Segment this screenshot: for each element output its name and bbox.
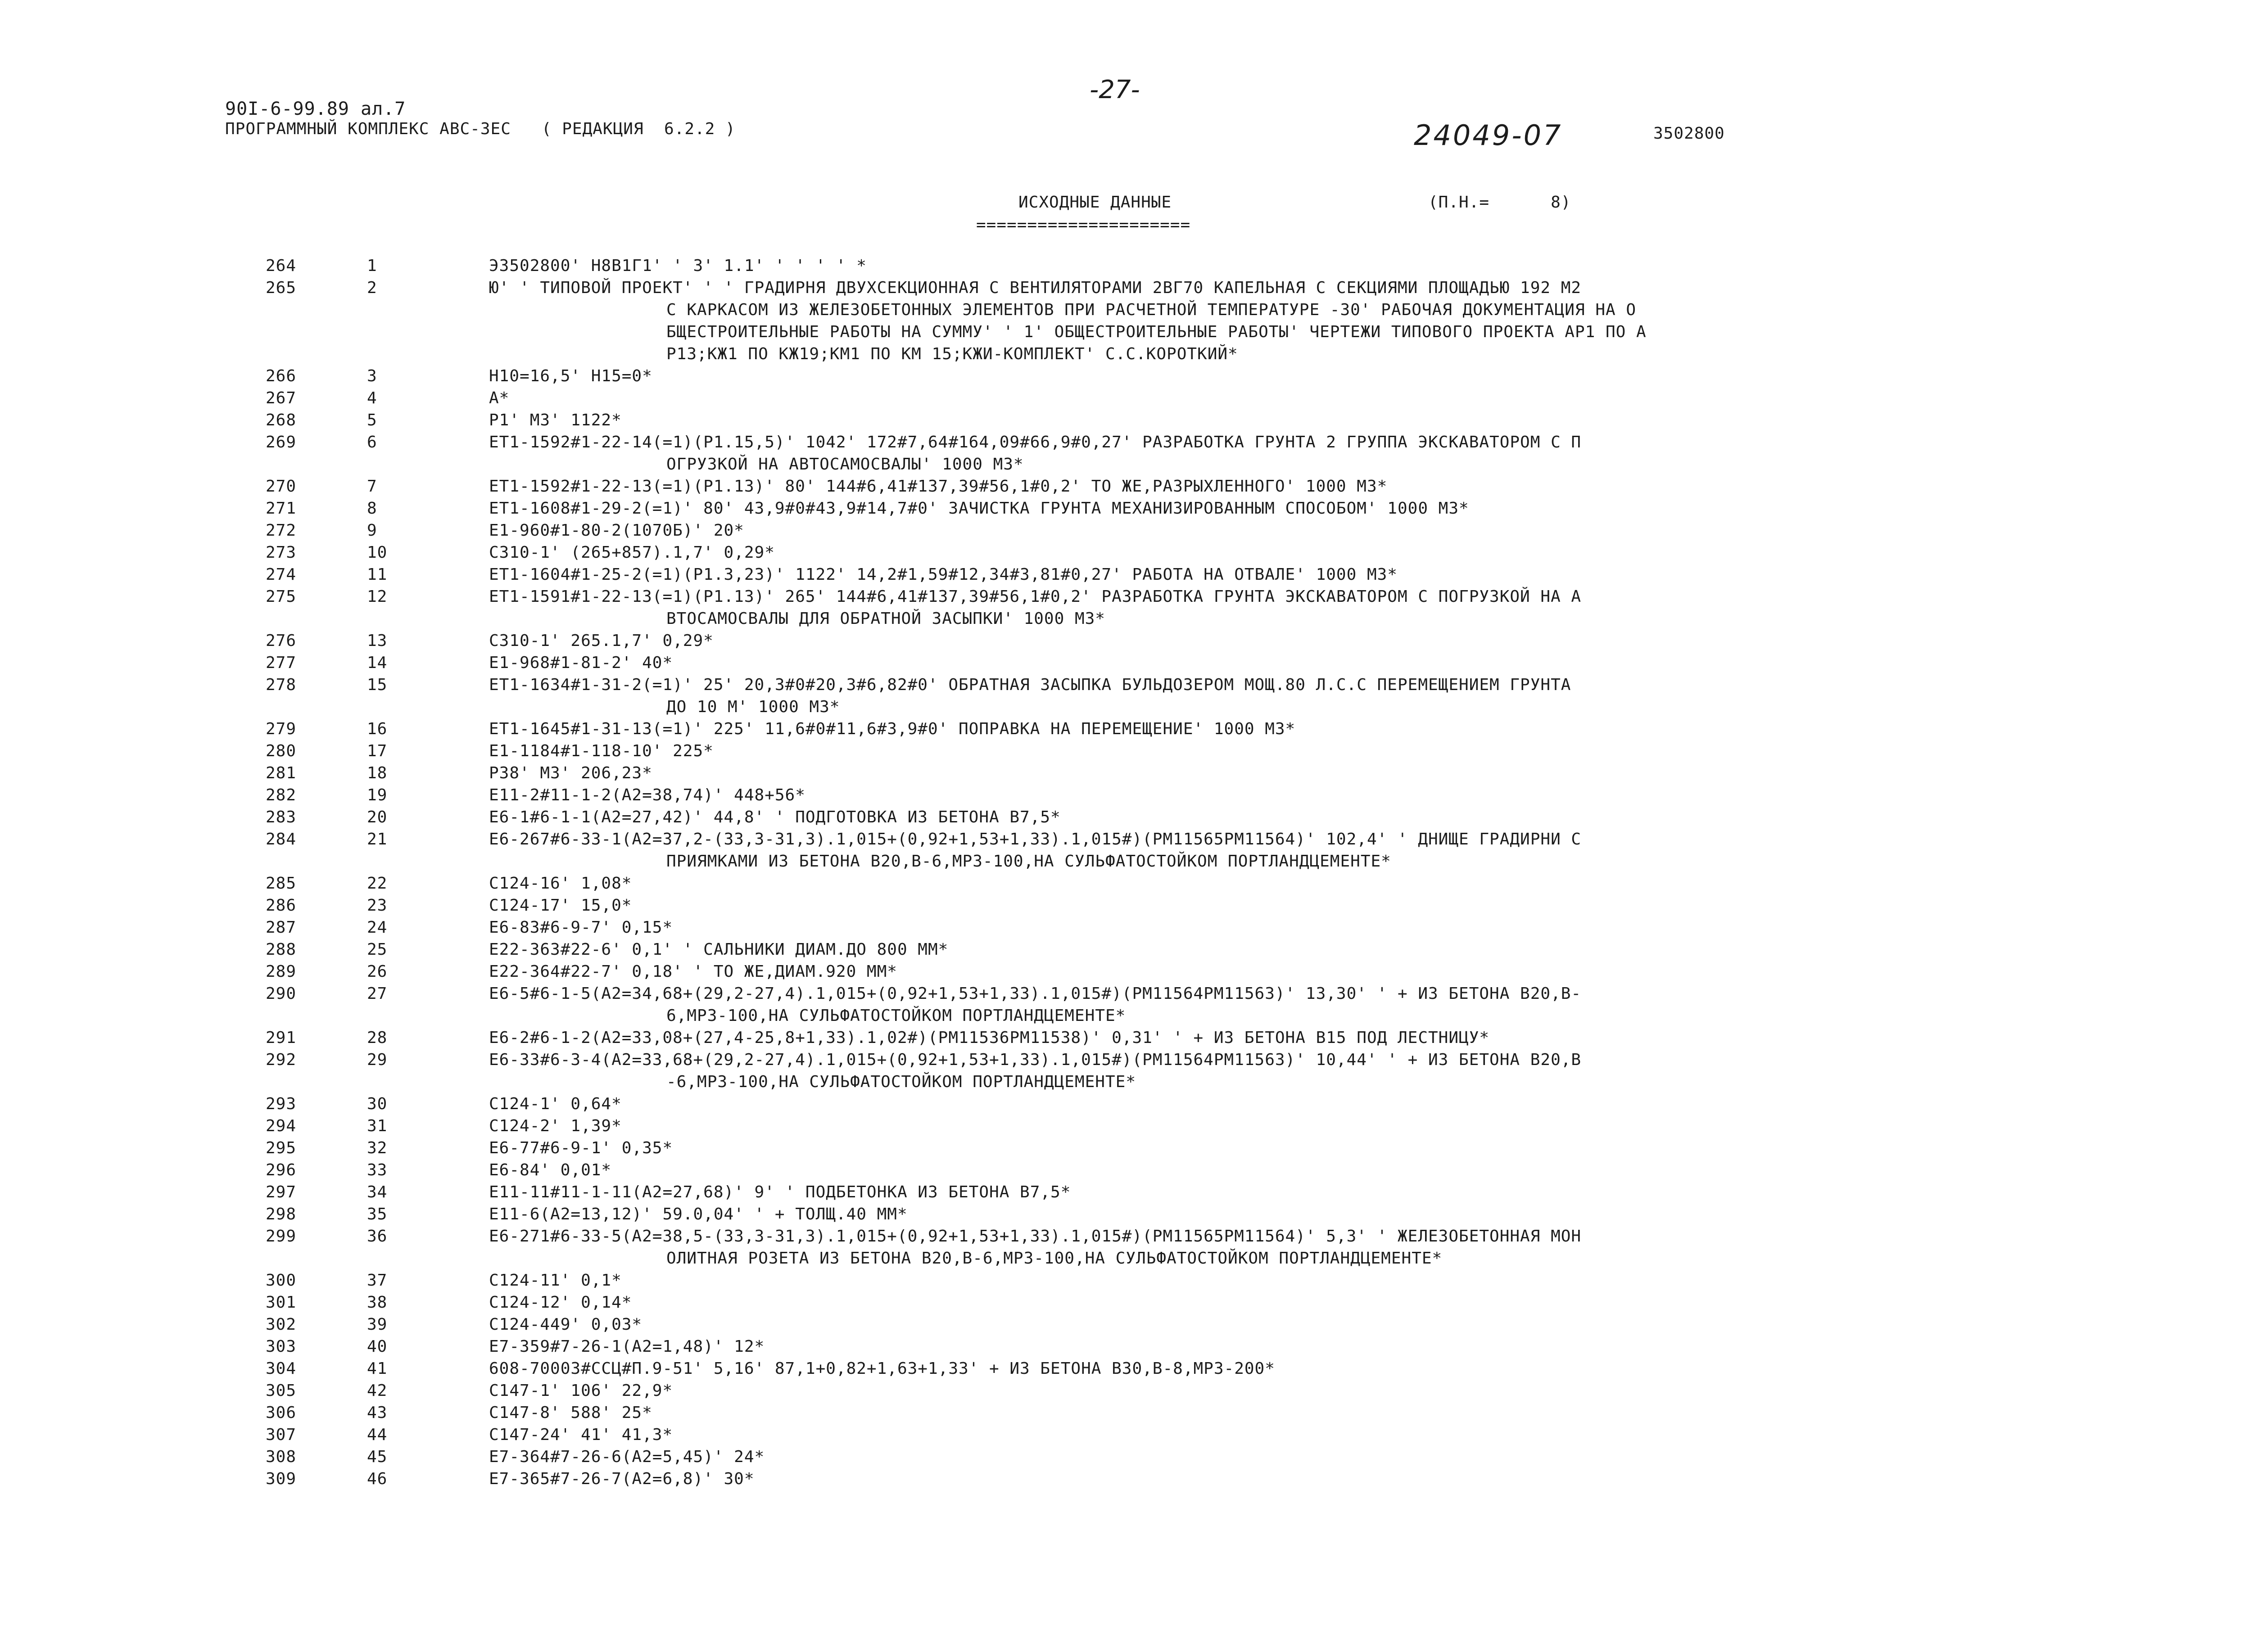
record-text: Е1-968#1-81-2' 40* bbox=[489, 654, 673, 672]
row-sequence-number: 282 bbox=[266, 786, 297, 804]
listing-row bbox=[234, 806, 1954, 828]
record-text: С147-1' 106' 22,9* bbox=[489, 1381, 673, 1400]
row-line-number: 22 bbox=[367, 874, 388, 893]
listing-row bbox=[234, 1313, 1954, 1336]
row-sequence-number: 276 bbox=[266, 632, 297, 650]
record-text: Е6-84' 0,01* bbox=[489, 1161, 612, 1179]
record-text: Р38' М3' 206,23* bbox=[489, 764, 652, 782]
listing-row bbox=[234, 255, 1954, 277]
record-text: Е6-33#6-3-4(А2=33,68+(29,2-27,4).1,015+(0,92+1,53+1,33).1,015#)(РМ11564РМ11563)' 10,44' ' + ИЗ БЕТОНА В20,В bbox=[489, 1051, 1582, 1069]
row-line-number: 20 bbox=[367, 808, 388, 826]
row-sequence-number: 280 bbox=[266, 742, 297, 760]
listing-row bbox=[234, 652, 1954, 674]
record-text: С310-1' 265.1,7' 0,29* bbox=[489, 632, 714, 650]
listing-row bbox=[234, 277, 1954, 365]
listing-row bbox=[234, 674, 1954, 718]
row-line-number: 8 bbox=[367, 499, 377, 518]
section-title: ИСХОДНЫЕ ДАННЫЕ bbox=[1018, 193, 1172, 212]
record-text: Е11-6(А2=13,12)' 59.0,04' ' + ТОЛЩ.40 ММ* bbox=[489, 1205, 908, 1223]
record-text: Е6-2#6-1-2(А2=33,08+(27,4-25,8+1,33).1,02#)(РМ11536РМ11538)' 0,31' ' + ИЗ БЕТОНА В15 ПОД ЛЕСТНИЦУ* bbox=[489, 1029, 1490, 1047]
row-sequence-number: 308 bbox=[266, 1448, 297, 1466]
row-line-number: 2 bbox=[367, 279, 377, 297]
listing-row bbox=[234, 1336, 1954, 1358]
record-text: Е6-77#6-9-1' 0,35* bbox=[489, 1139, 673, 1157]
record-text: ЕТ1-1592#1-22-13(=1)(Р1.13)' 80' 144#6,41#137,39#56,1#0,2' ТО ЖЕ,РАЗРЫХЛЕННОГО' 1000 М3* bbox=[489, 477, 1388, 496]
row-sequence-number: 296 bbox=[266, 1161, 297, 1179]
record-text: ЕТ1-1608#1-29-2(=1)' 80' 43,9#0#43,9#14,7#0' ЗАЧИСТКА ГРУНТА МЕХАНИЗИРОВАННЫМ СПОСОБОМ' 1000 М3* bbox=[489, 499, 1469, 518]
row-line-number: 21 bbox=[367, 830, 388, 849]
row-sequence-number: 278 bbox=[266, 676, 297, 694]
row-record bbox=[489, 674, 1952, 718]
row-record bbox=[489, 1115, 1952, 1137]
row-sequence-number: 294 bbox=[266, 1117, 297, 1135]
document-code: 90I-6-99.89 ал.7 bbox=[225, 99, 406, 119]
row-sequence-number: 287 bbox=[266, 918, 297, 937]
record-text: Е6-83#6-9-7' 0,15* bbox=[489, 918, 673, 937]
row-line-number: 18 bbox=[367, 764, 388, 782]
row-record bbox=[489, 1424, 1952, 1446]
row-line-number: 25 bbox=[367, 940, 388, 959]
record-continuation: ПРИЯМКАМИ ИЗ БЕТОНА В20,В-6,МРЗ-100,НА СУЛЬФАТОСТОЙКОМ ПОРТЛАНДЦЕМЕНТЕ* bbox=[666, 852, 1391, 871]
record-text: Е22-363#22-6' 0,1' ' САЛЬНИКИ ДИАМ.ДО 800 ММ* bbox=[489, 940, 949, 959]
row-record bbox=[489, 828, 1952, 872]
row-line-number: 11 bbox=[367, 565, 388, 584]
row-record bbox=[489, 1468, 1952, 1490]
listing-row bbox=[234, 1181, 1954, 1203]
row-sequence-number: 279 bbox=[266, 720, 297, 738]
listing-row bbox=[234, 409, 1954, 431]
row-record bbox=[489, 916, 1952, 939]
listing-row bbox=[234, 762, 1954, 784]
record-text: Ю' ' ТИПОВОЙ ПРОЕКТ' ' ' ГРАДИРНЯ ДВУХСЕКЦИОННАЯ С ВЕНТИЛЯТОРАМИ 2ВГ70 КАПЕЛЬНАЯ С СЕКЦИЯМИ ПЛОЩАДЬЮ 192 М2 bbox=[489, 279, 1582, 297]
row-line-number: 29 bbox=[367, 1051, 388, 1069]
row-record bbox=[489, 497, 1952, 519]
row-line-number: 35 bbox=[367, 1205, 388, 1223]
row-record bbox=[489, 894, 1952, 916]
row-line-number: 17 bbox=[367, 742, 388, 760]
row-sequence-number: 291 bbox=[266, 1029, 297, 1047]
row-line-number: 7 bbox=[367, 477, 377, 496]
listing-row bbox=[234, 872, 1954, 894]
row-line-number: 42 bbox=[367, 1381, 388, 1400]
row-sequence-number: 309 bbox=[266, 1470, 297, 1488]
listing-row bbox=[234, 1402, 1954, 1424]
record-text: Е7-359#7-26-1(А2=1,48)' 12* bbox=[489, 1337, 765, 1356]
row-line-number: 31 bbox=[367, 1117, 388, 1135]
row-line-number: 10 bbox=[367, 543, 388, 562]
row-line-number: 39 bbox=[367, 1315, 388, 1334]
row-sequence-number: 288 bbox=[266, 940, 297, 959]
row-sequence-number: 273 bbox=[266, 543, 297, 562]
handwritten-project-code: 24049-07 bbox=[1414, 119, 1563, 152]
record-continuation: Р13;КЖ1 ПО КЖ19;КМ1 ПО КМ 15;КЖИ-КОМПЛЕКТ' С.С.КОРОТКИЙ* bbox=[666, 345, 1238, 363]
row-sequence-number: 285 bbox=[266, 874, 297, 893]
record-text: Н10=16,5' Н15=0* bbox=[489, 367, 652, 385]
record-continuation: ОГРУЗКОЙ НА АВТОСАМОСВАЛЫ' 1000 М3* bbox=[666, 455, 1024, 474]
listing-row bbox=[234, 497, 1954, 519]
record-text: ЕТ1-1604#1-25-2(=1)(Р1.3,23)' 1122' 14,2#1,59#12,34#3,81#0,27' РАБОТА НА ОТВАЛЕ' 1000 М3* bbox=[489, 565, 1398, 584]
listing-row bbox=[234, 431, 1954, 475]
record-text: 608-70003#ССЦ#П.9-51' 5,16' 87,1+0,82+1,63+1,33' + ИЗ БЕТОНА В30,В-8,МРЗ-200* bbox=[489, 1359, 1275, 1378]
row-line-number: 26 bbox=[367, 962, 388, 981]
row-line-number: 14 bbox=[367, 654, 388, 672]
row-record bbox=[489, 1049, 1952, 1093]
row-line-number: 46 bbox=[367, 1470, 388, 1488]
row-record bbox=[489, 564, 1952, 586]
row-line-number: 6 bbox=[367, 433, 377, 451]
row-record bbox=[489, 409, 1952, 431]
row-line-number: 33 bbox=[367, 1161, 388, 1179]
row-sequence-number: 269 bbox=[266, 433, 297, 451]
record-text: ЕТ1-1591#1-22-13(=1)(Р1.13)' 265' 144#6,41#137,39#56,1#0,2' РАЗРАБОТКА ГРУНТА ЭКСКАВАТОРОМ С ПОГРУЗКОЙ НА А bbox=[489, 587, 1582, 606]
row-record bbox=[489, 630, 1952, 652]
row-line-number: 23 bbox=[367, 896, 388, 915]
row-sequence-number: 270 bbox=[266, 477, 297, 496]
input-data-listing bbox=[234, 255, 1954, 1490]
row-record bbox=[489, 277, 1952, 365]
row-sequence-number: 295 bbox=[266, 1139, 297, 1157]
record-text: Е6-267#6-33-1(А2=37,2-(33,3-31,3).1,015+(0,92+1,53+1,33).1,015#)(РМ11565РМ11564)' 102,4' ' ДНИЩЕ ГРАДИРНИ С bbox=[489, 830, 1582, 849]
row-sequence-number: 264 bbox=[266, 257, 297, 275]
record-text: Э3502800' Н8В1Г1' ' 3' 1.1' ' ' ' ' * bbox=[489, 257, 867, 275]
row-record bbox=[489, 762, 1952, 784]
row-line-number: 28 bbox=[367, 1029, 388, 1047]
row-line-number: 12 bbox=[367, 587, 388, 606]
row-record bbox=[489, 1380, 1952, 1402]
record-text: С124-16' 1,08* bbox=[489, 874, 632, 893]
record-continuation: ОЛИТНАЯ РОЗЕТА ИЗ БЕТОНА В20,В-6,МРЗ-100,НА СУЛЬФАТОСТОЙКОМ ПОРТЛАНДЦЕМЕНТЕ* bbox=[666, 1249, 1443, 1268]
row-sequence-number: 266 bbox=[266, 367, 297, 385]
listing-row bbox=[234, 387, 1954, 409]
row-sequence-number: 283 bbox=[266, 808, 297, 826]
row-line-number: 24 bbox=[367, 918, 388, 937]
listing-row bbox=[234, 542, 1954, 564]
row-record bbox=[489, 1446, 1952, 1468]
listing-row bbox=[234, 1093, 1954, 1115]
row-sequence-number: 281 bbox=[266, 764, 297, 782]
row-record bbox=[489, 1402, 1952, 1424]
row-sequence-number: 272 bbox=[266, 521, 297, 540]
listing-row bbox=[234, 1424, 1954, 1446]
row-sequence-number: 277 bbox=[266, 654, 297, 672]
record-text: Е7-365#7-26-7(А2=6,8)' 30* bbox=[489, 1470, 755, 1488]
page-number: -27- bbox=[1090, 75, 1140, 104]
row-record bbox=[489, 652, 1952, 674]
listing-row bbox=[234, 1468, 1954, 1490]
row-line-number: 37 bbox=[367, 1271, 388, 1290]
listing-row bbox=[234, 1358, 1954, 1380]
row-record bbox=[489, 431, 1952, 475]
record-text: С147-8' 588' 25* bbox=[489, 1404, 652, 1422]
listing-row bbox=[234, 1291, 1954, 1313]
row-sequence-number: 302 bbox=[266, 1315, 297, 1334]
row-sequence-number: 303 bbox=[266, 1337, 297, 1356]
row-record bbox=[489, 586, 1952, 630]
row-line-number: 45 bbox=[367, 1448, 388, 1466]
row-line-number: 3 bbox=[367, 367, 377, 385]
record-text: С124-2' 1,39* bbox=[489, 1117, 622, 1135]
record-text: Р1' М3' 1122* bbox=[489, 411, 622, 429]
record-continuation: БЩЕСТРОИТЕЛЬНЫЕ РАБОТЫ НА СУММУ' ' 1' ОБЩЕСТРОИТЕЛЬНЫЕ РАБОТЫ' ЧЕРТЕЖИ ТИПОВОГО ПРОЕКТА АР1 ПО А bbox=[666, 323, 1647, 341]
record-continuation: 6,МРЗ-100,НА СУЛЬФАТОСТОЙКОМ ПОРТЛАНДЦЕМЕНТЕ* bbox=[666, 1007, 1126, 1025]
record-continuation: -6,МРЗ-100,НА СУЛЬФАТОСТОЙКОМ ПОРТЛАНДЦЕМЕНТЕ* bbox=[666, 1073, 1136, 1091]
record-continuation: ДО 10 М' 1000 М3* bbox=[666, 698, 840, 716]
listing-row bbox=[234, 983, 1954, 1027]
row-record bbox=[489, 542, 1952, 564]
record-text: ЕТ1-1634#1-31-2(=1)' 25' 20,3#0#20,3#6,82#0' ОБРАТНАЯ ЗАСЫПКА БУЛЬДОЗЕРОМ МОЩ.80 Л.С.С ПЕРЕМЕЩЕНИЕМ ГРУНТА bbox=[489, 676, 1571, 694]
program-title: ПРОГРАММНЫЙ КОМПЛЕКС АВС-3ЕС ( РЕДАКЦИЯ 6.2.2 ) bbox=[225, 120, 736, 138]
row-sequence-number: 274 bbox=[266, 565, 297, 584]
document-number: 3502800 bbox=[1653, 124, 1725, 143]
row-line-number: 32 bbox=[367, 1139, 388, 1157]
record-text: С124-12' 0,14* bbox=[489, 1293, 632, 1312]
row-sequence-number: 268 bbox=[266, 411, 297, 429]
row-sequence-number: 290 bbox=[266, 984, 297, 1003]
listing-row bbox=[234, 1380, 1954, 1402]
row-record bbox=[489, 1269, 1952, 1291]
row-line-number: 9 bbox=[367, 521, 377, 540]
row-sequence-number: 293 bbox=[266, 1095, 297, 1113]
row-sequence-number: 306 bbox=[266, 1404, 297, 1422]
row-record bbox=[489, 1027, 1952, 1049]
record-text: С124-17' 15,0* bbox=[489, 896, 632, 915]
row-record bbox=[489, 1358, 1952, 1380]
record-text: С124-1' 0,64* bbox=[489, 1095, 622, 1113]
row-sequence-number: 301 bbox=[266, 1293, 297, 1312]
row-record bbox=[489, 983, 1952, 1027]
row-record bbox=[489, 519, 1952, 542]
row-line-number: 27 bbox=[367, 984, 388, 1003]
listing-row bbox=[234, 1159, 1954, 1181]
row-record bbox=[489, 1203, 1952, 1225]
row-sequence-number: 271 bbox=[266, 499, 297, 518]
record-continuation: ВТОСАМОСВАЛЫ ДЛЯ ОБРАТНОЙ ЗАСЫПКИ' 1000 М3* bbox=[666, 609, 1105, 628]
row-record bbox=[489, 718, 1952, 740]
row-line-number: 41 bbox=[367, 1359, 388, 1378]
listing-row bbox=[234, 1203, 1954, 1225]
row-sequence-number: 292 bbox=[266, 1051, 297, 1069]
listing-row bbox=[234, 828, 1954, 872]
row-record bbox=[489, 784, 1952, 806]
row-record bbox=[489, 1313, 1952, 1336]
record-text: С147-24' 41' 41,3* bbox=[489, 1426, 673, 1444]
record-text: Е6-5#6-1-5(А2=34,68+(29,2-27,4).1,015+(0,92+1,53+1,33).1,015#)(РМ11564РМ11563)' 13,30' ' + ИЗ БЕТОНА В20,В- bbox=[489, 984, 1582, 1003]
row-record bbox=[489, 939, 1952, 961]
row-record bbox=[489, 365, 1952, 387]
row-line-number: 43 bbox=[367, 1404, 388, 1422]
row-sequence-number: 304 bbox=[266, 1359, 297, 1378]
row-sequence-number: 267 bbox=[266, 389, 297, 407]
row-line-number: 5 bbox=[367, 411, 377, 429]
listing-row bbox=[234, 916, 1954, 939]
record-text: ЕТ1-1592#1-22-14(=1)(Р1.15,5)' 1042' 172#7,64#164,09#66,9#0,27' РАЗРАБОТКА ГРУНТА 2 ГРУППА ЭКСКАВАТОРОМ С П bbox=[489, 433, 1582, 451]
record-text: Е11-2#11-1-2(А2=38,74)' 448+56* bbox=[489, 786, 805, 804]
row-line-number: 16 bbox=[367, 720, 388, 738]
record-text: Е7-364#7-26-6(А2=5,45)' 24* bbox=[489, 1448, 765, 1466]
listing-row bbox=[234, 939, 1954, 961]
row-sequence-number: 298 bbox=[266, 1205, 297, 1223]
row-sequence-number: 284 bbox=[266, 830, 297, 849]
row-record bbox=[489, 1225, 1952, 1269]
listing-row bbox=[234, 1115, 1954, 1137]
row-line-number: 4 bbox=[367, 389, 377, 407]
record-text: Е6-1#6-1-1(А2=27,42)' 44,8' ' ПОДГОТОВКА ИЗ БЕТОНА В7,5* bbox=[489, 808, 1061, 826]
row-line-number: 36 bbox=[367, 1227, 388, 1246]
listing-row bbox=[234, 586, 1954, 630]
row-sequence-number: 289 bbox=[266, 962, 297, 981]
record-text: С124-449' 0,03* bbox=[489, 1315, 643, 1334]
listing-row bbox=[234, 1446, 1954, 1468]
listing-row bbox=[234, 365, 1954, 387]
row-sequence-number: 299 bbox=[266, 1227, 297, 1246]
section-title-underline: ===================== bbox=[976, 216, 1191, 234]
record-text: С310-1' (265+857).1,7' 0,29* bbox=[489, 543, 775, 562]
page-reference: (П.Н.= 8) bbox=[1428, 193, 1571, 212]
record-text: Е6-271#6-33-5(А2=38,5-(33,3-31,3).1,015+(0,92+1,53+1,33).1,015#)(РМ11565РМ11564)' 5,3' ' ЖЕЛЕЗОБЕТОННАЯ МОН bbox=[489, 1227, 1582, 1246]
row-sequence-number: 297 bbox=[266, 1183, 297, 1201]
listing-row bbox=[234, 564, 1954, 586]
listing-row bbox=[234, 1269, 1954, 1291]
row-line-number: 34 bbox=[367, 1183, 388, 1201]
listing-row bbox=[234, 475, 1954, 497]
row-line-number: 30 bbox=[367, 1095, 388, 1113]
row-record bbox=[489, 740, 1952, 762]
row-sequence-number: 300 bbox=[266, 1271, 297, 1290]
row-line-number: 40 bbox=[367, 1337, 388, 1356]
row-sequence-number: 286 bbox=[266, 896, 297, 915]
record-text: ЕТ1-1645#1-31-13(=1)' 225' 11,6#0#11,6#3,9#0' ПОПРАВКА НА ПЕРЕМЕЩЕНИЕ' 1000 М3* bbox=[489, 720, 1296, 738]
row-record bbox=[489, 1093, 1952, 1115]
record-text: Е22-364#22-7' 0,18' ' ТО ЖЕ,ДИАМ.920 ММ* bbox=[489, 962, 897, 981]
row-line-number: 15 bbox=[367, 676, 388, 694]
row-line-number: 44 bbox=[367, 1426, 388, 1444]
row-record bbox=[489, 255, 1952, 277]
record-text: Е11-11#11-1-11(А2=27,68)' 9' ' ПОДБЕТОНКА ИЗ БЕТОНА В7,5* bbox=[489, 1183, 1071, 1201]
row-record bbox=[489, 475, 1952, 497]
row-record bbox=[489, 872, 1952, 894]
row-record bbox=[489, 806, 1952, 828]
record-text: Е1-1184#1-118-10' 225* bbox=[489, 742, 714, 760]
record-text: Е1-960#1-80-2(1070Б)' 20* bbox=[489, 521, 744, 540]
listing-row bbox=[234, 1137, 1954, 1159]
listing-row bbox=[234, 1225, 1954, 1269]
row-sequence-number: 305 bbox=[266, 1381, 297, 1400]
listing-row bbox=[234, 961, 1954, 983]
row-record bbox=[489, 1181, 1952, 1203]
record-text: А* bbox=[489, 389, 510, 407]
listing-row bbox=[234, 784, 1954, 806]
row-record bbox=[489, 1336, 1952, 1358]
row-line-number: 19 bbox=[367, 786, 388, 804]
listing-row bbox=[234, 519, 1954, 542]
row-line-number: 38 bbox=[367, 1293, 388, 1312]
row-record bbox=[489, 1159, 1952, 1181]
listing-row bbox=[234, 894, 1954, 916]
row-record bbox=[489, 387, 1952, 409]
row-record bbox=[489, 1291, 1952, 1313]
row-sequence-number: 265 bbox=[266, 279, 297, 297]
listing-row bbox=[234, 740, 1954, 762]
record-continuation: С КАРКАСОМ ИЗ ЖЕЛЕЗОБЕТОННЫХ ЭЛЕМЕНТОВ ПРИ РАСЧЕТНОЙ ТЕМПЕРАТУРЕ -30' РАБОЧАЯ ДОКУМЕНТАЦИЯ НА О bbox=[666, 301, 1637, 319]
listing-row bbox=[234, 1049, 1954, 1093]
row-sequence-number: 307 bbox=[266, 1426, 297, 1444]
row-record bbox=[489, 1137, 1952, 1159]
listing-row bbox=[234, 1027, 1954, 1049]
record-text: С124-11' 0,1* bbox=[489, 1271, 622, 1290]
row-sequence-number: 275 bbox=[266, 587, 297, 606]
row-line-number: 13 bbox=[367, 632, 388, 650]
listing-row bbox=[234, 630, 1954, 652]
listing-row bbox=[234, 718, 1954, 740]
row-line-number: 1 bbox=[367, 257, 377, 275]
row-record bbox=[489, 961, 1952, 983]
